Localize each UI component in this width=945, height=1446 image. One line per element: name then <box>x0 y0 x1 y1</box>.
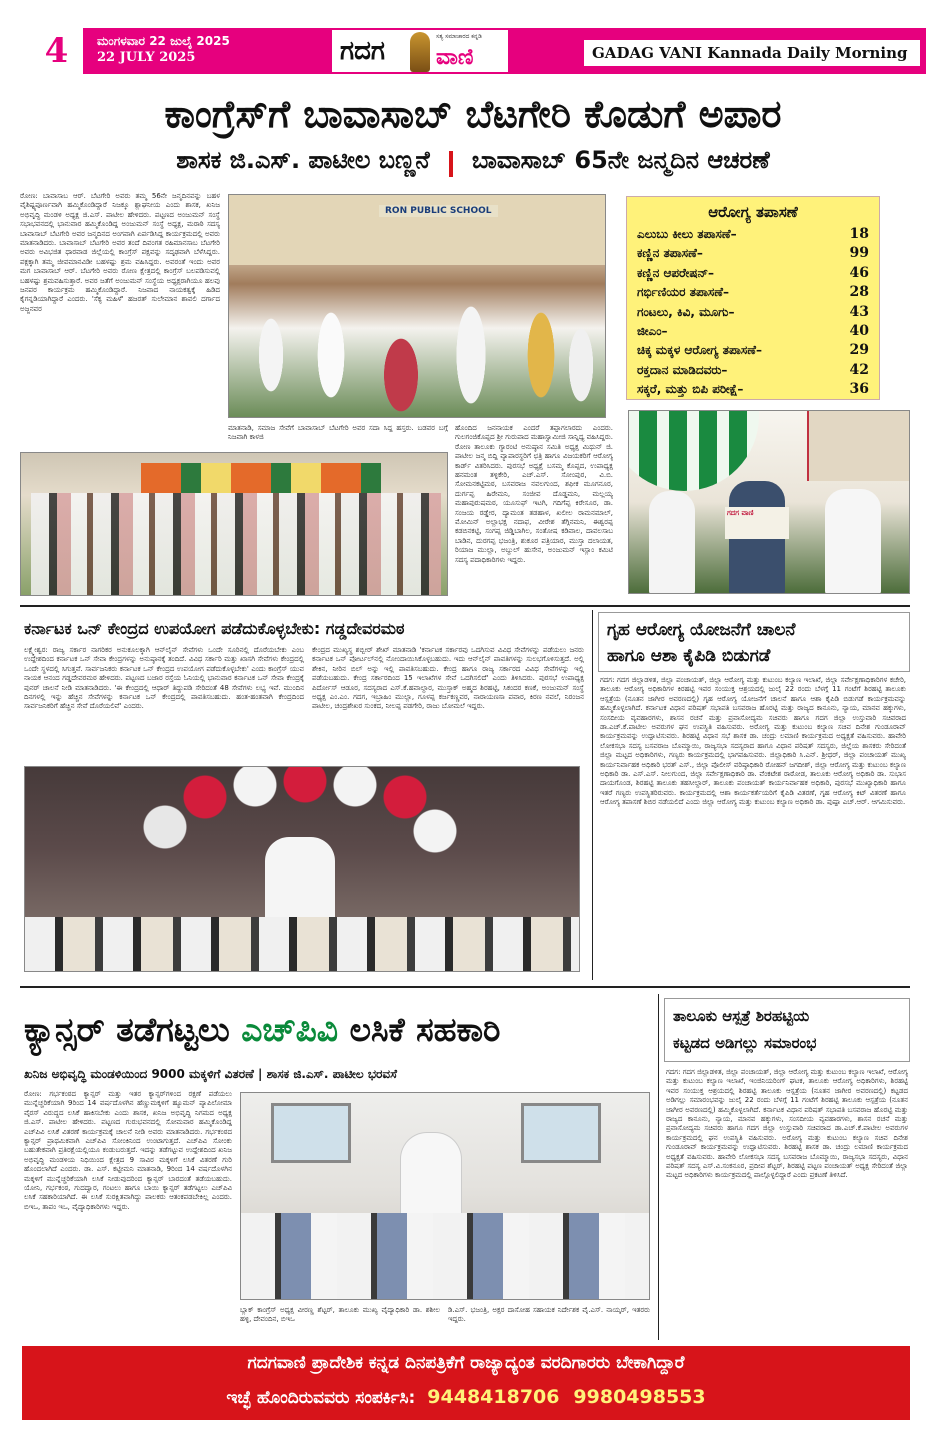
footer-phone-1: 9448418706 <box>427 1386 560 1408</box>
cancer-body: ರೋಣ: ಗರ್ಭಕಂಠದ ಕ್ಯಾನ್ಸರ್ ಮತ್ತು ಇತರ ಕ್ಯಾನ್ಸರ್‌ಗಳಿಂದ ರಕ್ಷಣೆ ಪಡೆಯಲು ಮುನ್ನೆಚ್ಚರಿಕೆಯಾಗಿ 9ರಿಂದ 14 ವರ್ಷದೊಳಗಿನ ಹೆಣ್ಣುಮಕ್ಕಳಿಗೆ ಹ್ಯೂಮನ್ ಪ್ಯಾಪಿಲೋಮಾ ವೈರಸ್ ವಿರುದ್ಧದ ಲಸಿಕೆ ಹಾಕಿಸಬೇಕು ಎಂದು ಶಾಸಕ, ಖನಿಜ ಅಭಿವೃದ್ಧಿ ನಿಗಮದ ಅಧ್ಯಕ್ಷ ಜಿ.ಎಸ್. ಪಾಟೀಲ ಹೇಳಿದರು. ಪಟ್ಟಣದ ಗುರುಭವನದಲ್ಲಿ ಸೋಮವಾರ ಹಮ್ಮಿಕೊಂಡಿದ್ದ ಎಚ್‌ಪಿವಿ ಲಸಿಕೆ ವಿತರಣೆ ಕಾರ್ಯಕ್ರಮಕ್ಕೆ ಚಾಲನೆ ನೀಡಿ ಅವರು ಮಾತನಾಡಿದರು. ಗರ್ಭಕಂಠದ ಕ್ಯಾನ್ಸರ್ ಪ್ರಾಥಮಿಕವಾಗಿ ಎಚ್‌ಪಿವಿ ಸೋಂಕಿನಿಂದ ಉಂಟಾಗುತ್ತದೆ. ಎಚ್‌ಪಿವಿ ಸೋಂಕು ಬಹುತೇಕವಾಗಿ ಪ್ರತಿರಕ್ಷೆಯಲ್ಲಿಯೂ ಕಂಡುಬರುತ್ತದೆ. ಇದನ್ನು ತಡೆಗಟ್ಟುವ ಉದ್ದೇಶದಿಂದ ಖನಿಜ ಅಭಿವೃದ್ಧಿ ಮಂಡಳಿಯ ನಿಧಿಯಿಂದ ಕ್ಷೇತ್ರದ 9 ಸಾವಿರ ಮಕ್ಕಳಿಗೆ ಲಸಿಕೆ ವಿತರಣೆ ಗುರಿ ಹೊಂದಲಾಗಿದೆ ಎಂದರು. ಡಾ. ಎಸ್. ಕಟ್ಟೀಮನಿ ಮಾತನಾಡಿ, 9ರಿಂದ 14 ವರ್ಷದೊಳಗಿನ ಮಕ್ಕಳಿಗೆ ಮುನ್ನೆಚ್ಚರಿಕೆಯಾಗಿ ಲಸಿಕೆ ನೀಡುವುದರಿಂದ ಕ್ಯಾನ್ಸರ್ ಬಾರದಂತೆ ತಡೆಯಬಹುದು. ಯೋನಿ, ಗರ್ಭಕಂಠ, ಗುದದ್ವಾರ, ಗಂಟಲು ಹಾಗೂ ಬಾಯಿ ಕ್ಯಾನ್ಸರ್ ತಡೆಗಟ್ಟಲು ಎಚ್‌ಪಿವಿ ಲಸಿಕೆ ಸಹಕಾರಿಯಾಗಿದೆ. ಈ ಲಸಿಕೆ ಸುರಕ್ಷಿತವಾಗಿದ್ದು ಪಾಲಕರು ಆತಂಕಪಡಬೇಕಿಲ್ಲ ಎಂದರು. ಬಿಇಒ, ತಾಪಂ ಇಒ, ವೈದ್ಯಾಧಿಕಾರಿಗಳು ಇದ್ದರು. <box>24 1090 232 1211</box>
taluk-body: ಗದಗ: ಗದಗ ಜಿಲ್ಲಾಡಳಿತ, ಜಿಲ್ಲಾ ಪಂಚಾಯತ್, ಜಿಲ್ಲಾ ಆರೋಗ್ಯ ಮತ್ತು ಕುಟುಂಬ ಕಲ್ಯಾಣ ಇಲಾಖೆ, ಆರೋಗ್ಯ ಮತ್ತು ಕುಟುಂಬ ಕಲ್ಯಾಣ ಇಲಾಖೆ, ಇಂಜಿನಿಯರಿಂಗ್ ಘಟಕ, ತಾಲೂಕು ಆರೋಗ್ಯ ಅಧಿಕಾರಿಗಳು, ಶಿರಹಟ್ಟಿ ಇವರ ಸಂಯುಕ್ತ ಆಶ್ರಯದಲ್ಲಿ ಶಿರಹಟ್ಟಿ ತಾಲೂಕು ಆಸ್ಪತ್ರೆಯ (ನೂತನ ಜಾಗೀರ ಅವರಣದಲ್ಲಿ) ಕಟ್ಟಡದ ಅಡಿಗಲ್ಲು ಸಮಾರಂಭವನ್ನು ಜುಲೈ 22 ರಂದು ಬೆಳಗ್ಗೆ 11 ಗಂಟೆಗೆ ಶಿರಹಟ್ಟಿ ತಾಲೂಕು ಆಸ್ಪತ್ರೆಯ (ನೂತನ ಜಾಗೀರ ಅವರಣದಲ್ಲಿ) ಹಮ್ಮಿಕೊಳ್ಳಲಾಗಿದೆ. ಕರ್ನಾಟಕ ವಿಧಾನ ಪರಿಷತ್ ಸಭಾಪತಿ ಬಸವರಾಜ ಹೊರಟ್ಟಿ ಮತ್ತು ರಾಜ್ಯದ ಕಾನೂನು, ನ್ಯಾಯ, ಮಾನವ ಹಕ್ಕುಗಳು, ಸಂಸದೀಯ ವ್ಯವಹಾರಗಳು, ಶಾಸನ ರಚನೆ ಮತ್ತು ಪ್ರವಾಸೋದ್ಯಮ ಸಚಿವರು ಹಾಗೂ ಗದಗ ಜಿಲ್ಲಾ ಉಸ್ತುವಾರಿ ಸಚಿವರಾದ ಡಾ.ಎಚ್.ಕೆ.ಪಾಟೀಲ ಅವರುಗಳ ಕಾರ್ಯಕ್ರಮದಲ್ಲಿ ಘನ ಉಪಸ್ಥಿತಿ ವಹಿಸುವರು. ಅರೋಗ್ಯ ಮತ್ತು ಕುಟುಂಬ ಕಲ್ಯಾಣ ಸಚಿವ ದಿನೇಶ ಗುಂಡೂರಾವ್ ಕಾರ್ಯಕ್ರಮವನ್ನು ಉದ್ಘಾಟಿಸುವರು. ಶಿರಹಟ್ಟಿ ಶಾಸಕ ಡಾ. ಚಂದ್ರು ಲಮಾಣಿ ಕಾರ್ಯಕ್ರಮದ ಅಧ್ಯಕ್ಷತೆ ವಹಿಸುವರು. ಹಾವೇರಿ ಲೋಕಸಭಾ ಸದಸ್ಯ ಬಸವರಾಜ ಬೊಮ್ಮಾಯಿ, ರಾಜ್ಯಸಭಾ ಸದಸ್ಯರು, ವಿಧಾನ ಪರಿಷತ್ ಸದಸ್ಯ ಎಸ್.ವಿ.ಸಂಕನೂರ, ಪ್ರದೀಪ ಶೆಟ್ಟರ್, ಶಿರಹಟ್ಟಿ ಪಟ್ಟಣ ಪಂಚಾಯತ್ ಅಧ್ಯಕ್ಷ ಸೇರಿದಂತೆ ಜಿಲ್ಲಾ ಮಟ್ಟದ ಅಧಿಕಾರಿಗಳು ಕಾರ್ಯಕ್ರಮದಲ್ಲಿ ಪಾಲ್ಗೊಳ್ಳಲಿದ್ದಾರೆ ಎಂದು ಪ್ರಕಟಣೆ ತಿಳಿಸಿದೆ. <box>666 1068 908 1180</box>
cancer-headline-part1: ಕ್ಯಾನ್ಸರ್ ತಡೆಗಟ್ಟಲು <box>24 1010 230 1049</box>
health-row-value: 42 <box>849 361 869 378</box>
karnataka-one-col1: ಲಕ್ಷ್ಮೇಶ್ವರ: ರಾಜ್ಯ ಸರ್ಕಾರ ನಾಗರಿಕರ ಅನುಕೂಲಕ್ಕಾಗಿ ಆನ್‌ಲೈನ್ ಸೇವೆಗಳು ಒಂದೇ ಸೂರಿನಲ್ಲಿ ದೊರೆಯಬೇಕು ಎಂಬ ಉದ್ದೇಶದಿಂದ ಕರ್ನಾಟಕ ಒನ್ ಸೇವಾ ಕೇಂದ್ರಗಳನ್ನು ಅನುಷ್ಠಾನಕ್ಕೆ ತಂದಿದೆ. ವಿವಿಧ ಸರ್ಕಾರಿ ಮತ್ತು ಖಾಸಗಿ ಸೇವೆಗಳು ಕೇಂದ್ರದಲ್ಲಿ ಒಂದೇ ಸ್ಥಳದಲ್ಲಿ ಸಿಗುತ್ತವೆ. ಸಾರ್ವಜನಿಕರು ಕರ್ನಾಟಕ ಒನ್ ಕೇಂದ್ರದ ಉಪಯೋಗ ಪಡೆದುಕೊಳ್ಳಬೇಕು' ಎಂದು ಕಾಂಗ್ರೆಸ್ ಯುವ ನಾಯಕ ಆನಂದ ಗಡ್ಡದೇವರಮಠ ಹೇಳಿದರು. ಪಟ್ಟಣದ ಬಜಾರ ರಸ್ತೆಯ ಓನಿಯಲ್ಲಿ ಭಾನುವಾರ ಕರ್ನಾಟಕ ಒನ್ ಸೇವಾ ಕೇಂದ್ರಕ್ಕೆ ಪುನರ್ ಚಾಲನೆ ನೀಡಿ ಮಾತನಾಡಿದರು. 'ಈ ಕೇಂದ್ರದಲ್ಲಿ ಆಧಾರ್ ತಿದ್ದುಪಡಿ ಸೇರಿದಂತೆ 48 ಸೇವೆಗಳು ಲಭ್ಯ ಇವೆ. ಮುಂದಿನ ದಿನಗಳಲ್ಲಿ ಇನ್ನು ಹೆಚ್ಚಿನ ಸೇವೆಗಳನ್ನು ಕರ್ನಾಟಕ ಒನ್ ಕೇಂದ್ರದಲ್ಲಿ ಪಾವತಿಸಬಹುದು. ಹಂತ-ಹಂತವಾಗಿ ಕೇಂದ್ರದಿಂದ ಸಾರ್ವಜನಿಕರಿಗೆ ಹೆಚ್ಚಿನ ಸೇವೆ ದೊರೆಯಲಿವೆ' ಎಂದರು. <box>24 646 304 711</box>
page-number: 4 <box>30 28 85 74</box>
lead-photo-crowd <box>20 452 448 596</box>
health-row-value: 46 <box>849 264 869 281</box>
health-row-label: ಕಣ್ಣಿನ ಆಪರೇಷನ್– <box>637 265 715 280</box>
cancer-photo <box>240 1092 650 1300</box>
seated-guests <box>241 1213 650 1300</box>
health-row-label: ಸಕ್ಕರೆ, ಮತ್ತು ಬಿಪಿ ಪರೀಕ್ಷೆ– <box>637 382 744 397</box>
health-row-label: ಗರ್ಭಿಣಿಯರ ತಪಾಸಣೆ– <box>637 285 730 300</box>
footer-contact-label: ಇಚ್ಛೆ ಹೊಂದಿರುವವರು ಸಂಪರ್ಕಿಸಿ: <box>226 1388 416 1408</box>
footer-phone-2: 9980498553 <box>573 1386 706 1408</box>
karnataka-one-photo <box>24 766 580 972</box>
health-row-value: 18 <box>849 226 869 242</box>
health-row <box>637 322 869 341</box>
health-row-label: ಜೀಎಂ– <box>637 324 668 339</box>
man-seated-right <box>825 489 881 594</box>
banner-strip <box>141 463 381 493</box>
health-box-rows <box>627 223 879 402</box>
poster-portrait <box>807 411 910 481</box>
lead-subhead-right: ಬಾವಾಸಾಬ್ 65ನೇ ಜನ್ಮದಿನ ಆಚರಣೆ <box>471 146 770 174</box>
date-english: 22 JULY 2025 <box>97 50 196 65</box>
lead-photo-main <box>228 194 606 418</box>
footer-banner <box>22 1346 910 1420</box>
health-row <box>637 380 869 399</box>
health-row-label: ಎಲುಬು ಕೀಲು ತಪಾಸಣೆ– <box>637 227 737 241</box>
health-row-value: 36 <box>849 381 869 398</box>
cancer-headline-part3: ಲಸಿಕೆ ಸಹಕಾರಿ <box>349 1010 501 1049</box>
lead-subhead-left: ಶಾಸಕ ಜಿ.ಎಸ್. ಪಾಟೀಲ ಬಣ್ಣನೆ <box>176 146 430 174</box>
logo-text-right: ವಾಣಿ <box>436 44 474 70</box>
lead-body-col3: ಹೊಂದಿದ ಜನನಾಯಕ ಎಂದರೆ ತಪ್ಪಾಗಲಾರದು ಎಂದರು. ಗುಲಗಂಜಿಕೊಪ್ಪದ ಶ್ರೀ ಗುರುಪಾದ ಮಹಾಸ್ವಾಮೀಜಿ ಸಾನ್ನಿಧ್ಯ ವಹಿಸಿದ್ದರು. ರೋಣ ತಾಲೂಕು ಗ್ಯಾರಂಟಿ ಅನುಷ್ಠಾನ ಸಮಿತಿ ಅಧ್ಯಕ್ಷ ಮಿಥುನ್ ಜಿ. ಪಾಟೀಲ ಜನ್ಮ ಬಿದ್ದಿ ವ್ಯಾಪಾರಸ್ಥರಿಗೆ ಛತ್ರಿ ಹಾಗೂ ವಿಜಯಕರಿಗೆ ಆರೋಗ್ಯ ಕಾರ್ಡ್ ವಿತರಿಸಿದರು. ಪುರಸಭೆ ಅಧ್ಯಕ್ಷೆ ಬಸಮ್ಮ ಕೊಪ್ಪದ, ಉಪಾಧ್ಯಕ್ಷ ಹನಮಂತ ತಳ್ಳಿಕೇರಿ, ಎಚ್.ಎಸ್. ಸೋಂಪುರ, ವಿ.ಬಿ. ಸೋಮನಕಟ್ಟಿಮಠ, ಬಸವರಾಜ ನವಲಗುಂದ, ಶಫೀಕ ಮೂಗನೂರ, ದುರ್ಗಪ್ಪ ಹಿರೇಮನಿ, ಸಂಜೀವ ದೊಡ್ಡಮನಿ, ಮಲ್ಲಯ್ಯ ಮಹಾಪುರುಷಮಠ, ಯೂಸುಫ್ ಇಟಗಿ, ಗದಿಗೆಪ್ಪ ಕಿರೇಸೂರ, ಡಾ. ಸಂಜಯ ರಡ್ಡೇರ, ದ್ಯಾಮಂತ ತಡಹಾಳ, ಖಲೀಲ ರಾಮನಮಾಲ್, ಮೋಮಿನ್ ಅಲ್ಲಾಭಕ್ಷ ನದಾಫ, ವೀರೇಶ ತೆಗ್ಗಿನಮನಿ, ಈಶ್ವರಪ್ಪ ಕಡಬಿನಕಟ್ಟಿ, ಸಂಗಪ್ಪ ಜಿಡ್ಡಿಬಾಗಿಲ, ಸಂತೋಷ ಕಡಿವಾಲ, ದಾವಲಸಾಬ ಬಾಡಿನ, ದುರಗಪ್ಪ ಭಜಂತ್ರಿ, ಶುಕೂರ ಪತ್ರಿಯಾರ, ಮುಸ್ತಾ ದಲಾಯತ, ರಿಯಾಜ ಮುಲ್ಲಾ, ಅಬ್ದುಲ್ ಹುಸೇನ, ಅಂಜುಮನ್ ಇಸ್ಲಾಂ ಕಮಿಟಿ ಸದಸ್ಯ ಪದಾಧಿಕಾರಿಗಳು ಇದ್ದರು. <box>455 424 613 564</box>
cancer-caption-left: ಬ್ಲಾಕ್ ಕಾಂಗ್ರೆಸ್ ಅಧ್ಯಕ್ಷ ವೀರಣ್ಣ ಶೆಟ್ಟರ್, ತಾಲೂಕು ಮುಖ್ಯ ವೈದ್ಯಾಧಿಕಾರಿ ಡಾ. ಶಶೀಲ ಹಳ್ಳಿ, ದೇವಂದಿನ, ಬಿಇಒ <box>240 1306 440 1324</box>
taluk-headline-1: ತಾಲೂಕು ಆಸ್ಪತ್ರೆ ಶಿರಹಟ್ಟಿಯ <box>673 1007 810 1025</box>
health-row <box>637 283 869 302</box>
health-row-value: 40 <box>849 323 869 340</box>
health-row <box>637 244 869 263</box>
karnataka-one-col2: ಕೇಂದ್ರದ ಮುಖ್ಯಸ್ಥ ಶಬ್ಬೀರ್ ಶೇಖ್ ಮಾತನಾಡಿ 'ಕರ್ನಾಟಕ ಸರ್ಕಾರವು ಒದಗಿಸುವ ವಿವಿಧ ಸೇವೆಗಳನ್ನು ಪಡೆಯಲು ಜನರು ಕರ್ನಾಟಕ ಒನ್ ಪೋರ್ಟಲ್‌ನಲ್ಲಿ ನೋಂದಾಯಿಸಿಕೊಳ್ಳಬಹುದು. ಇದು ಆನ್‌ಲೈನ್ ಪಾವತಿಗಳನ್ನು ಸುಲಭಗೊಳಿಸುತ್ತದೆ. ಅಲ್ಲಿ ಶೇಕಿನ, ನೀರಿನ ಬಿಲ್ ಅನ್ನು ಇಲ್ಲಿ ಪಾವತಿಸಬಹುದು. ಕೇಂದ್ರ ಹಾಗೂ ರಾಜ್ಯ ಸರ್ಕಾರದ ವಿವಿಧ ಸೇವೆಗಳನ್ನು ಇಲ್ಲಿ ಪಡೆಯಬಹುದು. ಕೇಂದ್ರ ಸರ್ಕಾರದಿಂದ 15 ಇಲಾಖೆಗಳ ಸೇವೆ ಒದಗಿಸಲಿದೆ' ಎಂದು ತಿಳಿಸಿದರು. ಪುರಸಭೆ ಉಪಾಧ್ಯಕ್ಷ ಪಿರ್ದೋಸ್ ಆಡೂರ, ಸದಸ್ಯರಾದ ಎಸ್.ಕೆ.ಹವಾಲ್ದಾರ, ಮುಸ್ತಾಕ್ ಅಹ್ಮದ ಶಿರಹಟ್ಟಿ, ಸಿಕಂದರ ಕಣಕೆ, ಅಂಜುಮನ್ ಸಂಸ್ಥೆ ಅಧ್ಯಕ್ಷ ಎಂ.ಎಂ. ಗದಗ, ಇಬ್ರಾಹಿಂ ಮುಲ್ಲಾ, ಗೂಳಪ್ಪ ಕರ್ಜಕಣ್ಣವರ, ನಾರಾಯಣಸಾ ಪವಾರ, ಕಿರಣ ನವಲೆ, ನಿರಂಜನ ಪಾಟೀಲ, ಚಂದ್ರಶೇಖರ ಸುಂಕದ, ನೀಲಪ್ಪ ಪಡಗೇರಿ, ರಾಜು ಬೋಮಲೆ ಇದ್ದರು. <box>312 646 584 711</box>
health-checkup-box <box>626 196 880 400</box>
health-row <box>637 225 869 244</box>
subhead-divider <box>449 151 453 177</box>
footer-line2 <box>22 1380 910 1415</box>
health-row-value: 99 <box>849 245 869 262</box>
health-row-label: ಗಂಟಲು, ಕಿವಿ, ಮೂಗು– <box>637 304 735 319</box>
griha-headline-2: ಹಾಗೂ ಆಶಾ ಕೈಪಿಡಿ ಬಿಡುಗಡೆ <box>607 646 771 666</box>
health-row-value: 29 <box>849 342 869 359</box>
crowd-figures <box>241 235 595 418</box>
logo <box>330 28 510 74</box>
health-row-label: ಚಿಕ್ಕ ಮಕ್ಕಳ ಆರೋಗ್ಯ ತಪಾಸಣೆ– <box>637 343 763 358</box>
vertical-rule <box>592 610 593 980</box>
lead-body-col1: ರೋಣ: ಬಾವಾಸಾಬ ಆರ್. ಬೆಟಗೇರಿ ಅವರು ತಮ್ಮ 56ನೇ ಜನ್ಮದಿನವನ್ನು ಬಹಳ ವೈಶಿಷ್ಟ್ಯಪೂರ್ಣವಾಗಿ ಹಮ್ಮಿಕೊಂಡಿದ್ದಾರೆ ನಿಜಕ್ಕೂ ಶ್ಲಾಘನೀಯ ಎಂದು ಶಾಸಕ, ಖನಿಜ ಅಭಿವೃದ್ಧಿ ಮಂಡಳಿ ಅಧ್ಯಕ್ಷ ಜಿ.ಎಸ್. ಪಾಟೀಲ ಹೇಳಿದರು. ಪಟ್ಟಣದ ಅಂಜುಮನ್ ಸಂಸ್ಥೆ ಸಭಾಭವನದಲ್ಲಿ ಭಾನುವಾರ ಹಮ್ಮಿಕೊಂಡಿದ್ದ ಅಂಜುಮನ್ ಸಂಸ್ಥೆ ಅಧ್ಯಕ್ಷ, ಮರಾಠಿ ಸದಸ್ಯ ಬಾವಾಸಾಬ್ ಬೆಟಗೇರಿ ಅವರ ಜನ್ಮದಿನದ ಅಂಗವಾಗಿ ಏರ್ಪಡಿಸಿದ್ದ ಕಾರ್ಯಕ್ರಮದಲ್ಲಿ ಅವರು ಮಾತನಾಡಿದರು. ಬಾವಾಸಾಬ್ ಬೆಟಗೇರಿ ಅವರ ತಂದೆ ದಿವಂಗತ ರಹಿಮಾನಸಾಬ ಬೆಟಗೇರಿ ಅವರು ಅವಿಭಜಿತ ಧಾರವಾಡ ಜಿಲ್ಲೆಯಲ್ಲಿ ಕಾಂಗ್ರೆಸ್ ಪಕ್ಷವನ್ನು ಸದೃಢವಾಗಿ ಬೆಳೆಸಿದ್ದರು. ಪಕ್ಷಕ್ಕಾಗಿ ತಮ್ಮ ಜೀವಮಾನವಿಡೀ ಬಹಳಷ್ಟು ಶ್ರಮ ವಹಿಸಿದ್ದರು. ಅವರಂತೆ ಇಂದು ಅವರ ಮಗ ಬಾವಾಸಾಬ್ ಆರ್. ಬೆಟಗೇರಿ ಅವರು ರೋಣ ಕ್ಷೇತ್ರದಲ್ಲಿ ಕಾಂಗ್ರೆಸ್ ಬಲಪಡಿಸುವಲ್ಲಿ ಬಹಳಷ್ಟು ಶ್ರಮವಹಿಸುತ್ತಾರೆ. ಅವರ ಜತೆಗೆ ಅಂಜುಮನ್ ಸಂಸ್ಥೆಯ ಅಧ್ಯಕ್ಷರಾಗಿಯೂ ಹಲವು ಜನಪರ ಕಾರ್ಯಕ್ರಮ ಹಮ್ಮಿಕೊಂಡಿದ್ದಾರೆ. ನಿಜವಾದ ನಾಯಕತ್ವಕ್ಕೆ ಹಿಡಿದ ಕೈಗನ್ನಡಿಯಾಗಿದ್ದಾರೆ ಎಂದರು. 'ಸೆಕ್ಯ ಮಹಿಳೆ' ಹಜರತ್ ಸುಲೇಮಾನ ಶಾವಲಿ ದರ್ಗಾದ ಅಜ್ಜನವರ <box>20 192 220 313</box>
taluk-headline-2: ಕಟ್ಟಡದ ಅಡಿಗಲ್ಲು ಸಮಾರಂಭ <box>673 1034 817 1052</box>
cancer-headline <box>24 1004 654 1056</box>
logo-text-left: ಗದಗ <box>340 36 385 66</box>
window-left <box>271 1103 351 1163</box>
health-box-title: ಆರೋಗ್ಯ ತಪಾಸಣೆ <box>708 203 798 221</box>
cancer-headline-part2: ಎಚ್‌ಪಿವಿ <box>241 1010 339 1049</box>
section-rule-1 <box>20 605 910 607</box>
section-rule-2 <box>20 986 910 988</box>
masthead-title: GADAG VANI Kannada Daily Morning <box>584 40 920 66</box>
health-row-value: 28 <box>849 284 869 301</box>
logo-figure <box>410 32 430 72</box>
health-row-value: 43 <box>849 303 869 320</box>
umbrella-green <box>628 410 759 491</box>
date-bar <box>85 28 330 74</box>
logo-tagline: ಸತ್ಯ ಸಮಾಚಾರದ ಕನ್ನಡಿ <box>436 33 482 40</box>
health-row <box>637 264 869 283</box>
health-row-label: ರಕ್ತದಾನ ಮಾಡಿದವರು– <box>637 362 728 377</box>
footer-line1: ಗದಗವಾಣಿ ಪ್ರಾದೇಶಿಕ ಕನ್ನಡ ದಿನಪತ್ರಿಕೆಗೆ ರಾಜ್ಯಾದ್ಯಂತ ವರದಿಗಾರರು ಬೇಕಾಗಿದ್ದಾರೆ <box>247 1353 685 1373</box>
health-row <box>637 303 869 322</box>
masthead-bar <box>510 28 926 74</box>
griha-headline-box <box>598 612 910 672</box>
health-row <box>637 361 869 380</box>
vertical-rule-2 <box>658 994 659 1340</box>
window-right <box>521 1103 601 1163</box>
lead-caption-top: ಮಾತನಾಡಿ, ಸಮಾಜ ಸೇವೆಗೆ ಬಾವಾಸಾಬ್ ಬೆಟಗೇರಿ ಅವರ ಸದಾ ಸಿದ್ದ ಹಸ್ತರು. ಬಡವರ ಬಗ್ಗೆ ನಿಜವಾಗಿ ಕಾಳಜಿ <box>228 424 448 442</box>
audience-row <box>25 917 580 972</box>
school-banner: RON PUBLIC SCHOOL <box>379 205 498 217</box>
taluk-headline-box <box>664 998 910 1062</box>
date-kannada: ಮಂಗಳವಾರ 22 ಜುಲೈ 2025 <box>97 34 230 48</box>
cancer-caption-right: ಡಿ.ಎಸ್. ಭಜಂತ್ರಿ, ಅಕ್ಷರ ದಾಸೋಹ ಸಹಾಯಕ ನಿರ್ದೇಶಕ ವೈ.ಎಸ್. ನಾಯ್ಕರ್, ಇತರರು ಇದ್ದರು. <box>448 1306 650 1324</box>
health-row <box>637 341 869 360</box>
newspaper-held: ಗದಗ ವಾಣಿ <box>725 507 789 539</box>
cancer-subhead: ಖನಿಜ ಅಭಿವೃದ್ಧಿ ಮಂಡಳಿಯಿಂದ 9000 ಮಕ್ಕಳಿಗೆ ವಿತರಣೆ | ಶಾಸಕ ಜಿ.ಎಸ್. ಪಾಟೀಲ ಭರವಸೆ <box>24 1067 397 1081</box>
man-seated-left <box>649 491 695 594</box>
karnataka-one-headline: ಕರ್ನಾಟಕ ಒನ್ ಕೇಂದ್ರದ ಉಪಯೋಗ ಪಡೆದುಕೊಳ್ಳಬೇಕು: ಗಡ್ಡದೇವರಮಠ <box>24 619 405 638</box>
health-row-label: ಕಣ್ಣಿನ ತಪಾಸಣೆ– <box>637 246 703 261</box>
crowd-row <box>31 493 441 596</box>
lead-photo-right <box>628 410 910 594</box>
griha-body: ಗದಗ: ಗದಗ ಜಿಲ್ಲಾಡಳಿತ, ಜಿಲ್ಲಾ ಪಂಚಾಯತ್, ಜಿಲ್ಲಾ ಆರೋಗ್ಯ ಮತ್ತು ಕುಟುಂಬ ಕಲ್ಯಾಣ ಇಲಾಖೆ, ಜಿಲ್ಲಾ ಸರ್ವೇಕ್ಷಣಾಧಿಕಾರಿಗಳ ಕಚೇರಿ, ತಾಲೂಕು ಆರೋಗ್ಯ ಅಧಿಕಾರಿಗಳ ಕಿರಹಟ್ಟಿ ಇವರ ಸಂಯುಕ್ತ ಆಶ್ರಯದಲ್ಲಿ ಜುಲೈ 22 ರಂದು ಬೆಳಗ್ಗೆ 11 ಗಂಟೆಗೆ ಶಿರಹಟ್ಟಿ ತಾಲೂಕು ಆಸ್ಪತ್ರೆಯ (ನೂತನ ಜಾಗೀರ ಅವರಣದಲ್ಲಿ) ಗೃಹ ಆರೋಗ್ಯ ಯೋಜನೆಗೆ ಚಾಲನೆ ಹಾಗೂ ಆಶಾ ಕೈಪಿಡಿ ಬಿಡುಗಡೆ ಕಾರ್ಯಕ್ರಮವನ್ನು ಹಮ್ಮಿಕೊಳ್ಳಲಾಗಿದೆ. ಕರ್ನಾಟಕ ವಿಧಾನ ಪರಿಷತ್ ಸಭಾಪತಿ ಬಸವರಾಜ ಹೊರಟ್ಟಿ ಮತ್ತು ರಾಜ್ಯದ ಕಾನೂನು, ನ್ಯಾಯ, ಮಾನವ ಹಕ್ಕುಗಳು, ಸಂಸದೀಯ ವ್ಯವಹಾರಗಳು, ಶಾಸನ ರಚನೆ ಮತ್ತು ಪ್ರವಾಸೋದ್ಯಮ ಸಚಿವರು ಹಾಗೂ ಗದಗ ಜಿಲ್ಲಾ ಉಸ್ತುವಾರಿ ಸಚಿವರಾದ ಡಾ.ಎಚ್.ಕೆ.ಪಾಟೀಲ ಅವರುಗಳ ಘನ ಉಪಸ್ಥಿತಿ ವಹಿಸುವರು. ಅರೋಗ್ಯ ಮತ್ತು ಕುಟುಂಬ ಕಲ್ಯಾಣ ಸಚಿವ ದಿನೇಶ ಗುಂಡೂರಾವ್ ಕಾರ್ಯಕ್ರಮವನ್ನು ಉದ್ಘಾಟಿಸುವರು. ಶಿರಹಟ್ಟಿ ವಿಧಾನ ಸಭೆ ಶಾಸಕ ಡಾ. ಚಂದ್ರು ಲಮಾಣಿ ಕಾರ್ಯಕ್ರಮದ ಅಧ್ಯಕ್ಷತೆ ವಹಿಸುವರು. ಹಾವೇರಿ ಲೋಕಸಭಾ ಸದಸ್ಯ ಬಸವರಾಜ ಬೊಮ್ಮಾಯಿ, ರಾಜ್ಯಸಭಾ ಸದಸ್ಯರಾದ ಹಾಗೂ ವಿಧಾನ ಪರಿಷತ್ ಸದಸ್ಯರು, ಜಿಲ್ಲೆಯ ಶಾಸಕರು ಸೇರಿದಂತೆ ಜಿಲ್ಲಾ ಮಟ್ಟದ ಅಧಿಕಾರಿಗಳು, ಗಣ್ಯರು ಕಾರ್ಯಕ್ರಮದಲ್ಲಿ ಭಾಗವಹಿಸುವರು. ಜಿಲ್ಲಾಧಿಕಾರಿ ಸಿ.ಎನ್. ಶ್ರೀಧರ್, ಜಿಲ್ಲಾ ಪಂಚಾಯತ್ ಮುಖ್ಯ ಕಾರ್ಯನಿರ್ವಾಹಕ ಅಧಿಕಾರಿ ಭರತ್ ಎಸ್., ಜಿಲ್ಲಾ ಪೊಲೀಸ್ ವರಿಷ್ಠಾಧಿಕಾರಿ ರೋಹನ್ ಜಗದೀಶ್, ಜಿಲ್ಲಾ ಆರೋಗ್ಯ ಮತ್ತು ಕುಟುಂಬ ಕಲ್ಯಾಣ ಅಧಿಕಾರಿ ಡಾ. ಎಸ್.ಎಸ್. ನೀಲಗುಂದ, ಜಿಲ್ಲಾ ಸರ್ವೇಕ್ಷಣಾಧಿಕಾರಿ ಡಾ. ವೆಂಕಟೇಶ ರಾಠೋಡ, ತಾಲೂಕು ಆರೋಗ್ಯ ಅಧಿಕಾರಿ ಡಾ. ಸುಭಾಸ ದಾಯಗೊಂಡ, ಶಿರಹಟ್ಟಿ ತಾಲೂಕು ತಹಸೀಲ್ದಾರ್, ತಾಲೂಕು ಪಂಚಾಯತ್ ಕಾರ್ಯನಿರ್ವಾಹಕ ಅಧಿಕಾರಿ, ಪುರಸಭೆ ಮುಖ್ಯಾಧಿಕಾರಿ ಹಾಗೂ ಇತರೆ ಗಣ್ಯರು ಉಪಸ್ಥಿತರಿರುವರು. ಕಾರ್ಯಕ್ರಮದಲ್ಲಿ ಆಶಾ ಕಾರ್ಯಕರ್ತೆಯರಿಗೆ ಕೈಪಿಡಿ ವಿತರಣೆ, ಗೃಹ ಆರೋಗ್ಯ ಕಿಟ್ ವಿತರಣೆ ಹಾಗೂ ಆರೋಗ್ಯ ತಪಾಸಣೆ ಶಿಬಿರ ನಡೆಯಲಿದೆ ಎಂದು ಜಿಲ್ಲಾ ಆರೋಗ್ಯ ಮತ್ತು ಕುಟುಂಬ ಕಲ್ಯಾಣ ಅಧಿಕಾರಿ ಡಾ. ಪುಷ್ಪಾ ಎಚ್.ಆರ್. ಆಗಮಿಸುವರು. <box>600 676 906 807</box>
griha-headline-1: ಗೃಹ ಆರೋಗ್ಯ ಯೋಜನೆಗೆ ಚಾಲನೆ <box>607 620 796 640</box>
masthead <box>20 28 926 74</box>
lead-subhead <box>20 146 926 186</box>
lead-headline: ಕಾಂಗ್ರೆಸ್‌ಗೆ ಬಾವಾಸಾಬ್ ಬೆಟಗೇರಿ ಕೊಡುಗೆ ಅಪಾರ <box>164 92 782 136</box>
